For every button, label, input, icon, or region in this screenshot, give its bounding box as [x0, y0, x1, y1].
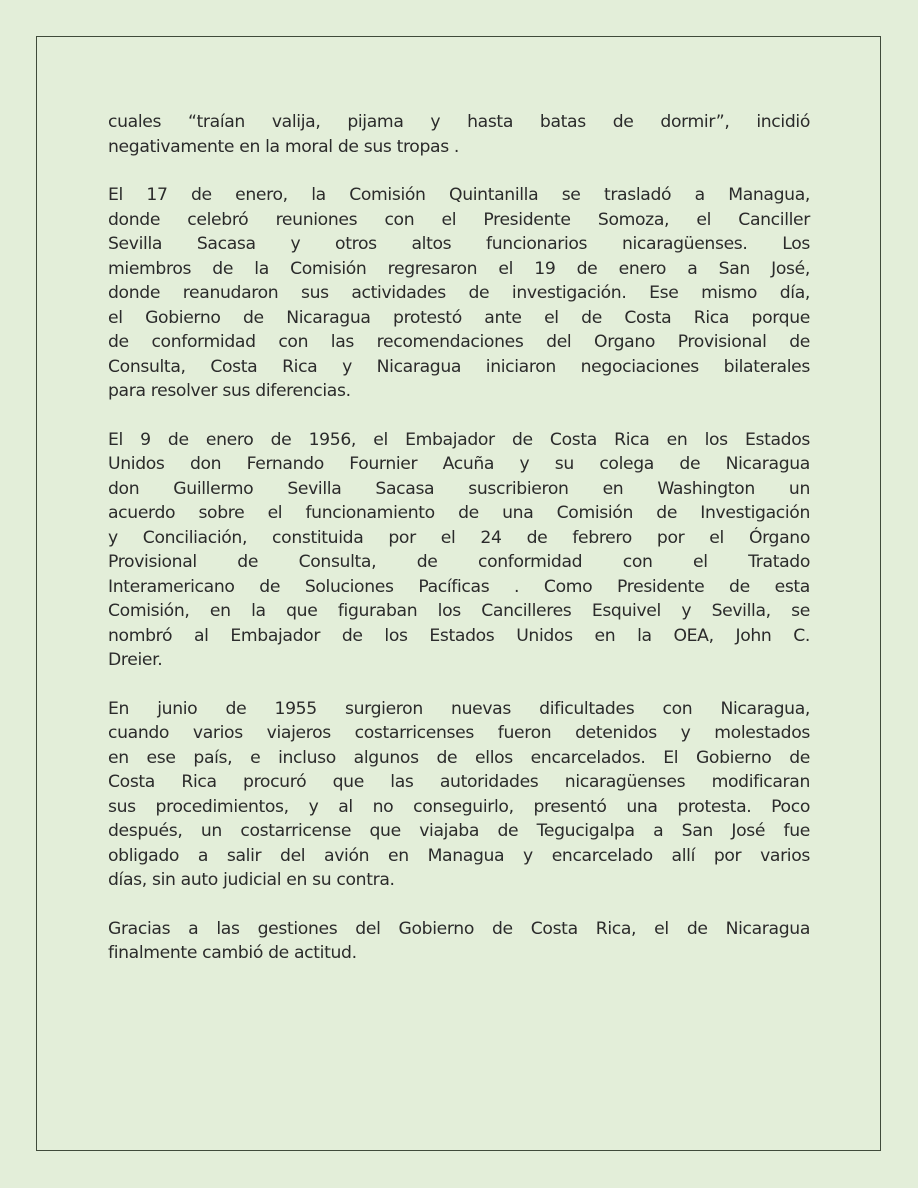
- text-line: cuando varios viajeros costarricenses fueron detenidos y molestados: [108, 723, 810, 743]
- text-line: para resolver sus diferencias.: [108, 381, 351, 401]
- text-line: Gracias a las gestiones del Gobierno de Costa Rica, el de Nicaragua: [108, 918, 810, 939]
- paragraph-1: [108, 110, 810, 159]
- document-body: [108, 110, 810, 990]
- text-line: Comisión, en la que figuraban los Cancilleres Esquivel y Sevilla, se: [108, 601, 810, 621]
- text-line: finalmente cambió de actitud.: [108, 943, 357, 963]
- text-line: obligado a salir del avión en Managua y encarcelado allí por varios: [108, 845, 810, 866]
- text-line: En junio de 1955 surgieron nuevas dificultades con Nicaragua,: [108, 698, 810, 719]
- paragraph-5: [108, 917, 810, 966]
- text-line: Costa Rica procuró que las autoridades nicaragüenses modificaran: [108, 772, 810, 792]
- text-line: sus procedimientos, y al no conseguirlo, presentó una protesta. Poco: [108, 796, 810, 817]
- text-line: cuales “traían valija, pijama y hasta batas de dormir”, incidió: [108, 112, 810, 132]
- text-line: Interamericano de Soluciones Pacíficas . Como Presidente de esta: [108, 576, 810, 597]
- text-line: en ese país, e incluso algunos de ellos encarcelados. El Gobierno de: [108, 747, 810, 768]
- text-line: de conformidad con las recomendaciones del Organo Provisional de: [108, 332, 810, 352]
- paragraph-2: [108, 183, 810, 404]
- text-line: donde celebró reuniones con el Presidente Somoza, el Canciller: [108, 209, 810, 230]
- text-line: miembros de la Comisión regresaron el 19 de enero a San José,: [108, 258, 810, 279]
- text-line: nombró al Embajador de los Estados Unidos en la OEA, John C.: [108, 625, 810, 646]
- text-line: Sevilla Sacasa y otros altos funcionarios nicaragüenses. Los: [108, 234, 810, 254]
- text-line: negativamente en la moral de sus tropas .: [108, 136, 460, 157]
- paragraph-3: [108, 428, 810, 673]
- text-line: y Conciliación, constituida por el 24 de febrero por el Órgano: [108, 527, 810, 548]
- text-line: Consulta, Costa Rica y Nicaragua iniciaron negociaciones bilaterales: [108, 356, 810, 377]
- text-line: acuerdo sobre el funcionamiento de una Comisión de Investigación: [108, 503, 810, 523]
- text-line: don Guillermo Sevilla Sacasa suscribieron en Washington un: [108, 478, 810, 499]
- text-line: Unidos don Fernando Fournier Acuña y su colega de Nicaragua: [108, 454, 810, 474]
- text-line: Provisional de Consulta, de conformidad con el Tratado: [108, 552, 810, 572]
- text-line: donde reanudaron sus actividades de investigación. Ese mismo día,: [108, 283, 810, 303]
- text-line: después, un costarricense que viajaba de Tegucigalpa a San José fue: [108, 821, 810, 841]
- text-line: días, sin auto judicial en su contra.: [108, 870, 395, 890]
- text-line: El 9 de enero de 1956, el Embajador de Costa Rica en los Estados: [108, 429, 810, 450]
- text-line: el Gobierno de Nicaragua protestó ante el de Costa Rica porque: [108, 307, 810, 328]
- text-line: El 17 de enero, la Comisión Quintanilla se trasladó a Managua,: [108, 185, 810, 205]
- paragraph-4: [108, 697, 810, 893]
- text-line: Dreier.: [108, 650, 163, 670]
